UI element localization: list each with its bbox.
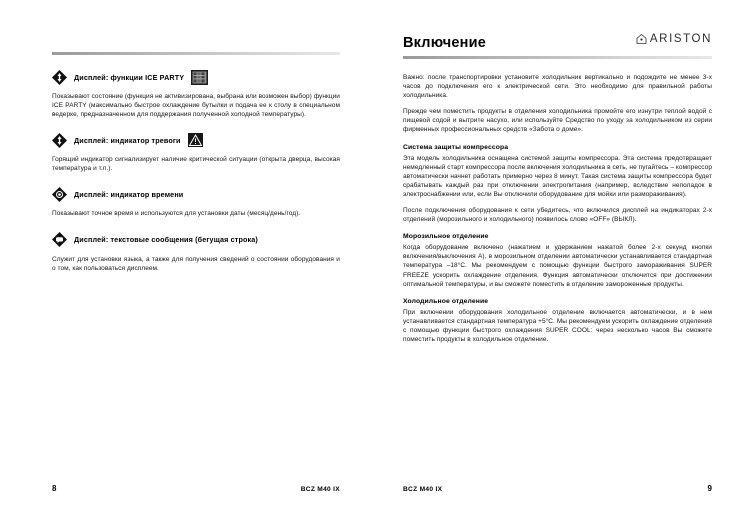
feature-ice-party-body <box>52 92 340 119</box>
compressor-protection-paragraph-2: После подключения оборудования к сети убедитесь, что включился дисплей на индикаторах 2-х отделений (морозильного и холодильного) появилось слово «OFF» (ВЫКЛ). <box>403 207 712 224</box>
feature-ice-party-text: Показывают состояние (функция не активизирована, выбрана или возможен выбор) функции ICE PARTY (максимально быстрое охлаждение бутылки и подача ее к столу в специальном ведерке, предназначенном для поддержания полученной холодной температуры). <box>52 93 340 119</box>
feature-alarm-indicator-text: Горящий индикатор сигнализирует наличие критической ситуации (открыта дверца, высокая температура и т.п.). <box>52 156 340 173</box>
clock-dot-icon <box>52 187 67 202</box>
feature-text-messages-header <box>52 232 340 248</box>
intro-paragraph-2: Прежде чем поместить продукты в отделения холодильника промойте его изнутри теплой водой с пищевой содой и вытрите насухо, или используйте Средство по уходу за холодильником из серии фирменных профессиональных средств «Забота о доме». <box>403 108 712 134</box>
feature-time-indicator-header <box>52 186 340 202</box>
feature-alarm-indicator-body <box>52 155 340 173</box>
left-page-number: 8 <box>52 484 57 493</box>
right-page-number: 9 <box>707 484 712 493</box>
freezer-compartment-paragraph-1: Когда оборудование включено (нажатием и удержанием нажатой более 2-х секунд кнопки включения/выключения A), в морозильном отделении автоматически устанавливается стандартная температура –18°C. Мы рекомендуем с помощью функции быстрого замораживания SUPER FREEZE ускорить охлаждение отделения. Функция автоматически отключится при достижении оптимальной температуры, и вы сможете поместить в отделение замороженные продукты. <box>403 244 712 288</box>
right-page <box>375 0 750 529</box>
right-page-footer <box>375 484 750 493</box>
diamond-arrows-icon <box>52 70 67 85</box>
left-page-model-name: BCZ M40 IX <box>300 486 340 493</box>
left-page-head-spacer <box>52 0 340 52</box>
ariston-house-icon <box>636 31 647 49</box>
left-page-content <box>52 55 340 273</box>
diamond-arrows-icon <box>52 133 67 148</box>
fridge-compartment-paragraph-1: При включении оборудования холодильное отделение включается автоматически, и в нем устанавливается стандартная температура +5°C. Мы рекомендуем ускорить охлаждение отделения с помощью функции быстрого охлаждения SUPER COOL: через несколько часов Вы сможете поместить продукты в холодильное отделение. <box>403 308 712 343</box>
alarm-triangle-icon <box>188 133 203 147</box>
feature-time-indicator-title: Дисплей: индикатор времени <box>74 189 184 199</box>
feature-text-messages-body <box>52 255 340 273</box>
ice-party-lcd-icon <box>191 70 208 85</box>
page-title: Включение <box>403 34 486 51</box>
right-page-model-name: BCZ M40 IX <box>403 486 443 493</box>
feature-alarm-indicator <box>52 132 340 173</box>
compressor-protection-paragraph-1: Эта модель холодильника оснащена системой защиты компрессора. Эта система предотвращает немедленный старт компрессора после включения холодильника в сеть, не пугайтесь – компрессор автоматически начнет работать примерно через 8 минут. Такая система защиты компрессора будет срабатывать каждый раз при отключении электропитания (например, вследствие неполадок в электроснабжении или, если Вы отключили оборудование для мойки или размораживания). <box>403 154 712 198</box>
feature-text-messages-title: Дисплей: текстовые сообщения (бегущая строка) <box>74 235 258 245</box>
brand-logo <box>636 31 712 52</box>
feature-time-indicator <box>52 186 340 218</box>
section-heading-compressor-protection: Система защиты компрессора <box>403 143 509 151</box>
left-page-footer <box>0 484 375 493</box>
right-page-header <box>403 0 712 52</box>
feature-text-messages-text: Служит для установки языка, а также для получения сведений о состоянии оборудования и о том, как пользоваться дисплеем. <box>52 255 340 272</box>
feature-time-indicator-body <box>52 209 340 218</box>
right-page-content <box>403 59 712 344</box>
section-heading-freezer-compartment: Морозильное отделение <box>403 233 489 241</box>
intro-paragraph-1: Важно: после транспортировки установите холодильник вертикально и подождите не менее 3-х часов до подключения его к электрической сети. Это необходимо для правильной работы холодильника. <box>403 74 712 100</box>
brand-name: ARISTON <box>649 33 712 46</box>
section-heading-fridge-compartment: Холодильное отделение <box>403 297 489 305</box>
feature-ice-party-title: Дисплей: функции ICE PARTY <box>74 72 185 82</box>
feature-ice-party <box>52 69 340 119</box>
feature-time-indicator-text: Показывают точное время и используются для установки даты (месяц/день/год). <box>52 210 301 218</box>
feature-alarm-indicator-title: Дисплей: индикатор тревоги <box>74 135 181 145</box>
feature-text-messages <box>52 232 340 273</box>
feature-ice-party-header <box>52 69 340 85</box>
speech-bubble-icon <box>52 232 67 247</box>
feature-alarm-indicator-header <box>52 132 340 148</box>
